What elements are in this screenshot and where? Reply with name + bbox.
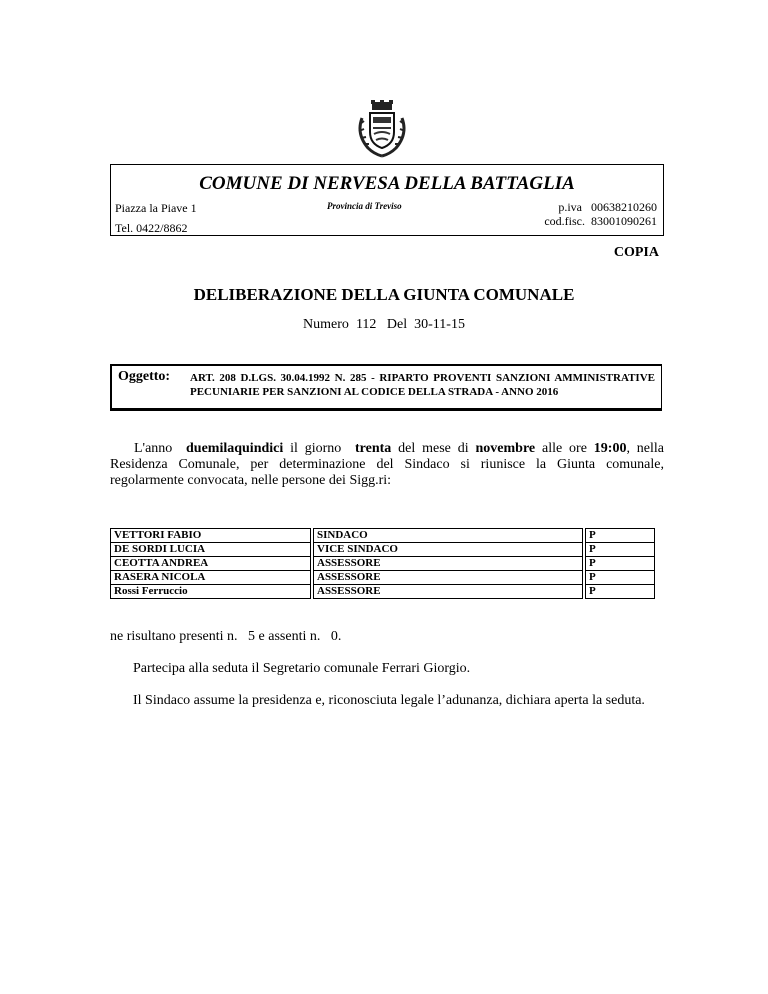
- table-row: [111, 585, 655, 599]
- commune-header: [110, 164, 664, 236]
- attendance-tally: ne risultano presenti n. 5 e assenti n. 0.: [110, 629, 342, 644]
- member-name: RASERA NICOLA: [111, 571, 311, 585]
- member-status: P: [586, 557, 655, 571]
- document-title: DELIBERAZIONE DELLA GIUNTA COMUNALE: [193, 285, 575, 304]
- member-role: ASSESSORE: [314, 585, 583, 599]
- member-role: ASSESSORE: [314, 557, 583, 571]
- piva-label: p.iva: [558, 200, 582, 214]
- member-status: P: [586, 571, 655, 585]
- member-name: Rossi Ferruccio: [111, 585, 311, 599]
- member-name: VETTORI FABIO: [111, 529, 311, 543]
- fiscal-codes: [544, 200, 657, 228]
- intro-text-1: L'anno: [134, 441, 173, 456]
- commune-address: Piazza la Piave 1: [115, 201, 197, 215]
- subject-label: Oggetto:: [118, 369, 171, 384]
- secretary-line: Partecipa alla seduta il Segretario comunale Ferrari Giorgio.: [133, 661, 471, 676]
- deliberation-date: 30-11-15: [414, 317, 465, 332]
- member-name: DE SORDI LUCIA: [111, 543, 311, 557]
- presidency-line: Il Sindaco assume la presidenza e, riconosciuta legale l’adunanza, dichiara aperta la seduta.: [133, 693, 645, 708]
- deliberation-number: 112: [355, 317, 377, 332]
- codfisc-value: 83001090261: [591, 214, 657, 228]
- member-role: ASSESSORE: [314, 571, 583, 585]
- intro-day: trenta: [355, 441, 392, 456]
- member-role: SINDACO: [314, 529, 583, 543]
- attendance-table: [110, 528, 655, 599]
- number-label: Numero: [303, 317, 349, 332]
- intro-month: novembre: [475, 441, 536, 456]
- copy-mark: COPIA: [613, 245, 659, 260]
- deliberation-number-line: [0, 317, 768, 333]
- intro-paragraph: [110, 441, 664, 489]
- piva-value: 00638210260: [591, 200, 657, 214]
- member-status: P: [586, 585, 655, 599]
- subject-text: ART. 208 D.LGS. 30.04.1992 N. 285 - RIPARTO PROVENTI SANZIONI AMMINISTRATIVE PECUNIARIE PER SANZIONI AL CODICE DELLA STRADA - ANNO 2016: [190, 372, 655, 398]
- intro-time: 19:00: [593, 441, 627, 456]
- member-role: VICE SINDACO: [314, 543, 583, 557]
- member-status: P: [586, 529, 655, 543]
- subject-box: [110, 364, 662, 411]
- commune-phone: Tel. 0422/8862: [115, 221, 188, 235]
- table-row: [111, 571, 655, 585]
- intro-text-5: , nella Residenza Comunale, per determinazione del Sindaco si riunisce la Giunta comunale, regolarmente convocata, nelle persone dei Sigg.ri:: [110, 441, 665, 488]
- member-status: P: [586, 543, 655, 557]
- commune-name: COMUNE DI NERVESA DELLA BATTAGLIA: [199, 173, 575, 194]
- intro-text-2: il giorno: [290, 441, 342, 456]
- date-label: Del: [386, 317, 408, 332]
- table-row: [111, 543, 655, 557]
- member-name: CEOTTA ANDREA: [111, 557, 311, 571]
- intro-year: duemilaquindici: [186, 441, 284, 456]
- intro-text-3: del mese di: [398, 441, 469, 456]
- table-row: [111, 557, 655, 571]
- commune-province: Provincia di Treviso: [327, 201, 402, 211]
- intro-text-4: alle ore: [541, 441, 587, 456]
- table-row: [111, 529, 655, 543]
- municipal-crest-icon: [354, 100, 410, 158]
- codfisc-label: cod.fisc.: [544, 214, 585, 228]
